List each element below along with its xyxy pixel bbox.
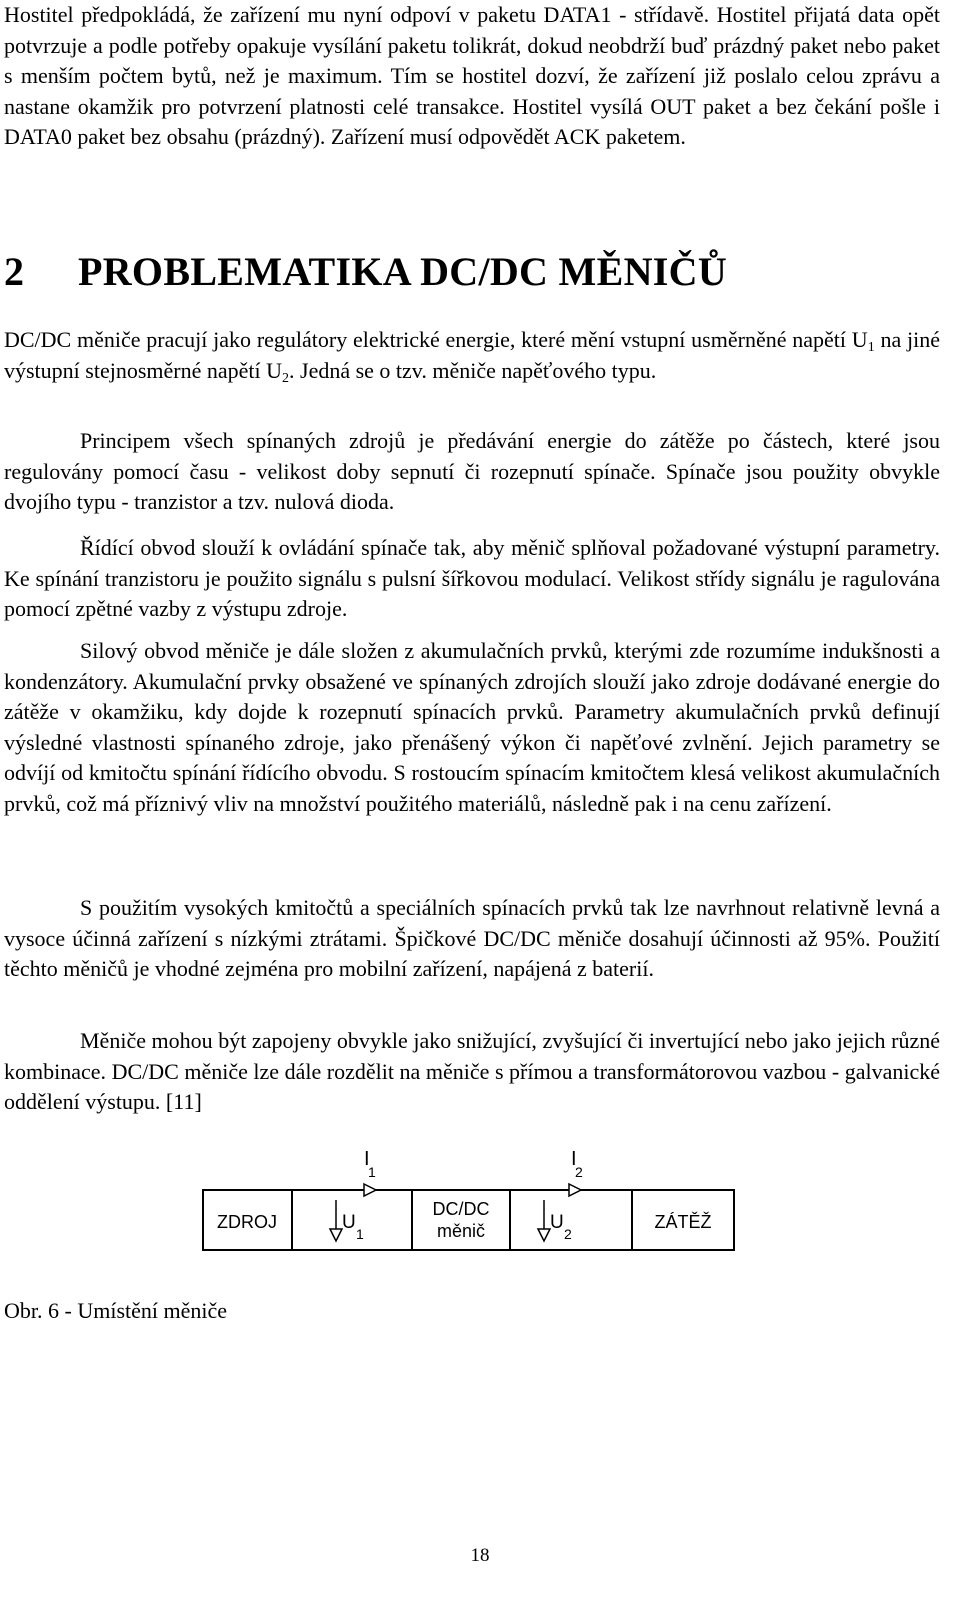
- current-label-1: I: [364, 1148, 370, 1170]
- section-number: 2: [4, 249, 25, 294]
- voltage-label-1: U: [342, 1212, 356, 1233]
- page-number: 18: [470, 1545, 490, 1566]
- subscript: 1: [867, 340, 875, 355]
- section-title: PROBLEMATIKA DC/DC MĚNIČŮ: [78, 249, 728, 294]
- converter-label-2: měnič: [436, 1221, 486, 1241]
- figure-caption: Obr. 6 - Umístění měniče: [4, 1298, 228, 1323]
- voltage-label-2: U: [550, 1212, 564, 1233]
- source-label: ZDROJ: [217, 1212, 277, 1232]
- paragraph-dcdc-intro: [4, 325, 940, 386]
- paragraph-text: DC/DC měniče pracují jako regulátory elektrické energie, které mění vstupní usměrněné napětí U: [4, 327, 868, 352]
- paragraph-high-frequency: S použitím vysokých kmitočtů a speciálních spínacích prvků tak lze navrhnout relativně levná a vysoce účinná zařízení s nízkými ztrátami. Špičkové DC/DC měniče dosahují účinnosti až 95%. Použití těchto měničů je vhodné zejména pro mobilní zařízení, napájená z baterií.: [4, 895, 940, 981]
- current-label-2-sub: 2: [575, 1164, 583, 1180]
- subscript: 2: [282, 370, 290, 386]
- current-label-1-sub: 1: [368, 1164, 376, 1180]
- paragraph-text: . Jedná se o tzv. měniče napěťového typu.: [289, 357, 657, 383]
- load-label: ZÁTĚŽ: [654, 1212, 712, 1232]
- section-heading: [4, 248, 727, 295]
- converter-label-1: DC/DC: [432, 1199, 490, 1219]
- current-label-2: I: [571, 1148, 577, 1170]
- paragraph-text: na jiné výstupní stejnosměrné napětí U: [4, 327, 940, 383]
- paragraph-control-circuit: Řídící obvod slouží k ovládání spínače tak, aby měnič splňoval požadované výstupní parametry. Ke spínání tranzistoru je použito signálu s pulsní šířkovou modulací. Velikost střídy signálu je ragulována pomocí zpětné vazby z výstupu zdroje.: [4, 535, 940, 621]
- paragraph-power-circuit: Silový obvod měniče je dále složen z akumulačních prvků, kterými zde rozumíme indukšnosti a kondenzátory. Akumulační prvky obsažené ve spínaných zdrojích slouží jako zdroje dodávané energie do zátěže v okamžiku, kdy dojde k rozepnutí spínacích prvků. Parametry akumulačních prvků definují výsledné vlastnosti spínaného zdroje, jako přenášený výkon či napěťové zvlnění. Jejich parametry se odvíjí od kmitočtu spínání řídícího obvodu. S rostoucím spínacím kmitočtem klesá velikost akumulačních prvků, což má příznivý vliv na množství použitého materiálů, následně pak i na cenu zařízení.: [4, 638, 940, 816]
- paragraph-switching-principle: Principem všech spínaných zdrojů je předávání energie do zátěže po částech, které jsou regulovány pomocí času - velikost doby sepnutí či rozepnutí spínače. Spínače jsou použity obvykle dvojího typu - tranzistor a tzv. nulová dioda.: [4, 428, 940, 514]
- voltage-label-1-sub: 1: [356, 1226, 364, 1242]
- paragraph-usb-transfer: Hostitel předpokládá, že zařízení mu nyní odpoví v paketu DATA1 - střídavě. Hostitel přijatá data opět potvrzuje a podle potřeby opakuje vysílání paketu tolikrát, dokud neobdrží buď prázdný paket nebo paket s menším počtem bytů, než je maximum. Tím se hostitel dozví, že zařízení již poslalo celou zprávu a nastane okamžik pro potvrzení platnosti celé transakce. Hostitel vysílá OUT paket a bez čekání pošle i DATA0 paket bez obsahu (prázdný). Zařízení musí odpovědět ACK paketem.: [4, 2, 940, 149]
- converter-block-diagram: [196, 1133, 742, 1279]
- paragraph-topologies: Měniče mohou být zapojeny obvykle jako snižující, zvyšující či invertující nebo jako jejich různé kombinace. DC/DC měniče lze dále rozdělit na měniče s přímou a transformátorovou vazbou - galvanické oddělení výstupu. [11]: [4, 1028, 940, 1114]
- voltage-label-2-sub: 2: [564, 1226, 572, 1242]
